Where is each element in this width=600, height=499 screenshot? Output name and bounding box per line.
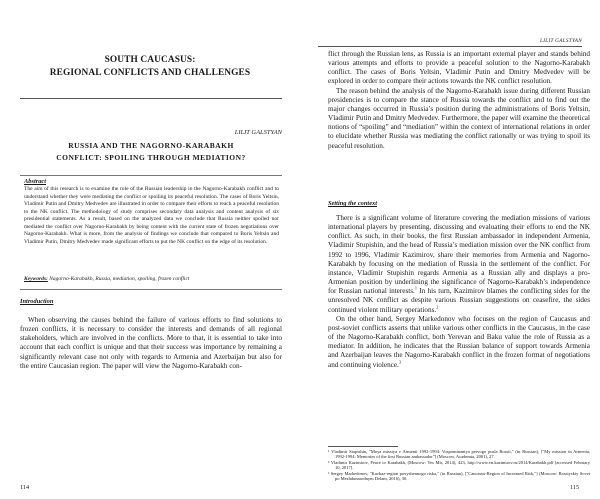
- article-title-line2: CONFLICT: SPOILING THROUGH MEDIATION?: [56, 153, 246, 162]
- introduction-heading: Introduction: [20, 298, 54, 305]
- article-title-line1: RUSSIA AND THE NAGORNO-KARABAKH: [68, 141, 234, 150]
- paragraph-2: The reason behind the analysis of the Nagorno-Karabakh issue during different Russian presidencies is to compare the stance of Russia towards the conflict and to find out the major changes occurred in Russia’s position during the administrations of Boris Yeltsin, Vladimir Putin and Dmitry Medvedev. Furthermore, the paper will examine the theoretical notions of “spoiling” and “mediation” within the context of international relations in order to elucidate whether Russia was mediating the conflict rationally or was trying to spoil its peaceful resolution.: [328, 86, 590, 150]
- keywords-label: Keywords:: [24, 276, 48, 282]
- running-head: LILIT GALSTYAN: [540, 38, 582, 44]
- header-rule: [318, 46, 582, 47]
- introduction-paragraph: When observing the causes behind the failure of various efforts to find solutions to frozen conflicts, it is necessary to consider the interests and demands of all regional stakeholders, which are involved in the conflicts. More to that, it is essential to take into account that each conflict is unique and that their success was importance by remaining a significantly relevant case not only with regards to Armenia and Azerbaijan but also for the entire Caucasian region. The paper will view the Nagorno-Karabakh con-: [20, 316, 282, 370]
- book-section-title: [18, 54, 282, 79]
- paragraph-3-text: There is a significant volume of literature covering the mediation missions of various international players by presenting, discussing and evaluating their efforts to end the NK conflict. As such, in their books, the first Russian ambassador in independent Armenia, Vladimir Stupishin, and the head of Russia’s mediation mission over the NK conflict from 1992 to 1996, Vladimir Kazimirov, share their memories from Armenia and Nagorno-Karabakh by focusing on the mediation of Russia in the settlement of the conflict. For instance, Vladimir Stupishin regards Armenia as a Russian ally and displays a pro-Armenian position by underlining the significance of Nagorno-Karabakh’s independence for Russian national interests.: [328, 214, 590, 296]
- paragraph-4-text: On the other hand, Sergey Markedonov who focuses on the region of Caucasus and post-soviet conflicts asserts that unlike various other conflicts in the Caucasus, in the case of the Nagorno-Karabakh conflict, both Yerevan and Baku value the role of Russia as a mediator. In addition, he indicates that the Russian balance of support towards Armenia and Azerbaijan leaves the Nagorno-Karabakh conflict in the frozen format of negotiations and continuing violence.: [328, 314, 590, 369]
- setting-context-heading: Setting the context: [328, 200, 377, 207]
- paragraph-3: [328, 214, 590, 315]
- article-title: [20, 140, 282, 164]
- paragraph-3-tail: In his turn, Kazimirov blames the conflicting sides for the unresolved NK conflict as despite various Russian suggestions on ceasefire, the sides continued violent military operations.: [328, 287, 590, 314]
- paragraph-4: [328, 315, 590, 370]
- author-name: LILIT GALSTYAN: [234, 129, 282, 136]
- book-title-line1: SOUTH CAUCASUS:: [104, 55, 196, 65]
- footnotes: [328, 449, 590, 481]
- footnote-ref-1: 1: [414, 285, 418, 291]
- footnote-3: ³ Sergey Markedonov, "Kavkaz-region povyshennogo riska," (in Russian), ["Caucasus-Region of Increased Risk,"] (Moscow: Rossiyskiy Sovet po Mezhdunarodnym Delam, 2016), 30.: [328, 470, 590, 482]
- footnote-2: ² Vladimir Kazimirov, Peace to Karabakh, (Moscow: Ves Mir, 2014), 423, http://www.vn.kazimirov.ru/2014/Karabakh.pdf [accessed February 10, 2017].: [328, 459, 590, 471]
- introduction-text: [20, 316, 282, 371]
- abstract-text: The aim of this research is to examine the role of the Russian leadership in the Nagorno-Karabakh conflict and to understand whether they were mediating the conflict or spoiling its peaceful resolution. The cases of Boris Yeltsin, Vladimir Putin and Dmitry Medvedev are illustrated in order to compare their efforts to reach a peaceful resolution to the NK conflict. The methodology of study comprises secondary data analysis and content analysis of six presidential statements. As a result, based on the analyzed data we conclude that Russia neither spoiled nor mediated the conflict over Nagorno-Karabakh by being content with the current state of frozen negotiations over Nagorno-Karabakh. What is more, from the analysis of findings we conclude that compared to Boris Yeltsin and Vladimir Putin, Dmitry Medvedev made significant efforts to put the NK conflict on the edge of its resolution.: [24, 186, 279, 245]
- page-number-left: 114: [20, 484, 30, 491]
- footnote-rule: [328, 446, 398, 447]
- keywords-text: Nagorno-Karabakh, Russia, mediation, spoiling, frozen conflict: [49, 276, 190, 282]
- right-page: [300, 0, 600, 499]
- footnote-ref-2: 2: [436, 304, 439, 310]
- abstract-heading: Abstract: [24, 178, 47, 185]
- paragraph-1: flict through the Russian lens, as Russia is an important external player and stands behind various attempts and efforts to provide a peaceful solution to the Nagorno-Karabakh conflict. The cases of Boris Yeltsin, Vladimir Putin and Dmitry Medvedev will be explored in order to compare their actions towards the NK conflict resolution.: [328, 50, 590, 86]
- keywords: [24, 276, 279, 283]
- context-paragraphs: [328, 50, 590, 151]
- footnote-ref-3: 3: [398, 359, 402, 365]
- page-number-right: 115: [570, 484, 580, 491]
- footnote-1: ¹ Vladimir Stupishin, "Moya missiya v Armenii 1992-1994: Vospominaniya pervogo posla Rossii," (in Russian), ["My mission in Armenia, 1992-1994: Memories of the first Russian ambassador"] (Moscow, Academia, 2001), 27.: [328, 449, 590, 460]
- book-title-line2: REGIONAL CONFLICTS AND CHALLENGES: [49, 67, 251, 78]
- title-divider: [20, 98, 282, 99]
- literature-paragraphs: [328, 214, 590, 370]
